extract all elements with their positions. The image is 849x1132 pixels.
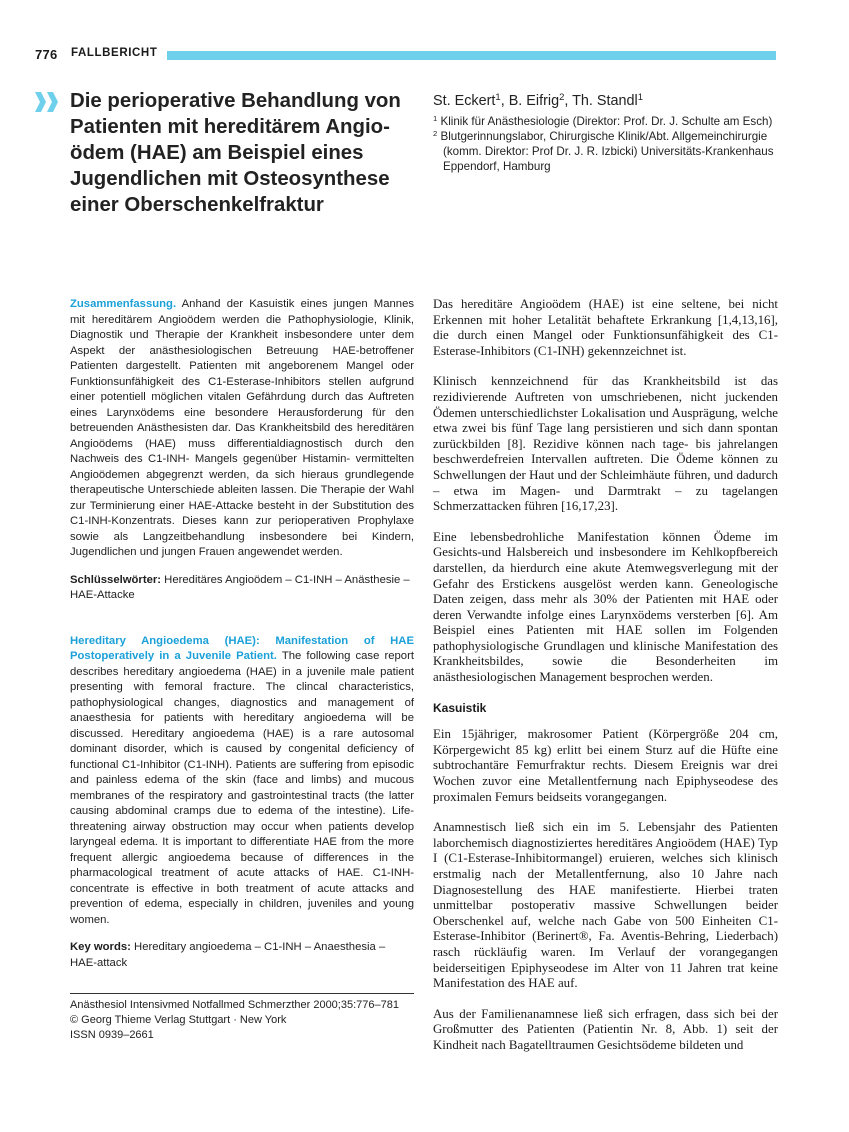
keywords-text: Hereditary angioedema – C1-INH – Anaesthesia – HAE-attack [70, 941, 386, 969]
body-paragraph: Ein 15jähriger, makrosomer Patient (Körpergröße 204 cm, Körpergewicht 85 kg) erlitt bei einem Sturz auf die Hüfte eine subtrochantäre Femurfraktur rechts. Diesem Ereignis war drei Wochen zuvor eine Metallentfernung nach Epiphyseodese des proximalen Femurs beidseits vorangegangen. [433, 727, 778, 804]
affiliation [433, 129, 783, 174]
author-affiliation-mark: 2 [559, 91, 565, 103]
publisher-line: © Georg Thieme Verlag Stuttgart · New York [70, 1014, 287, 1026]
affiliation-text: Blutgerinnungslabor, Chirurgische Klinik/Abt. Allgemeinchirurgie (komm. Direktor: Prof Dr. J. R. Izbicki) Universitäts-Krankenhaus Eppendorf, Hamburg [437, 130, 774, 173]
affiliation-number: 1 [433, 113, 438, 123]
author-name: B. Eifrig [508, 93, 560, 109]
issn-line: ISSN 0939–2661 [70, 1029, 154, 1041]
citation-footer [70, 998, 414, 1043]
body-paragraph: Das hereditäre Angioödem (HAE) ist eine seltene, bei nicht Erkennen mit hoher Letalität behaftete Erkrankung [1,4,13,16], die durch einen Mangel oder Funktionsunfähigkeit des C1-Esterase-Inhibitors (C1-INH) gekennzeichnet ist. [433, 297, 778, 358]
author-name: St. Eckert [433, 93, 496, 109]
body-paragraph: Klinisch kennzeichnend für das Krankheitsbild ist das rezidivierende Auftreten von umschriebenen, nicht juckenden Ödemen unterschiedlichster Lokalisation und Ausprägung, welche etwa zwei bis fünf Tage lang persistieren und sich dann spontan zurückbilden [8]. Rezidive können nach tage- bis jahrelangen beschwerdefreien Intervallen auftreten. Die Ödeme können zu Schwellungen der Haut und der Schleimhäute führen, und dadurch – etwa im Magen- und Darmtrakt – zu tagelangen Schmerzattacken führen [16,17,23]. [433, 374, 778, 514]
keywords-english [70, 940, 414, 971]
body-paragraph: Anamnestisch ließ sich ein im 5. Lebensjahr des Patienten laborchemisch diagnostiziertes hereditäres Angioödem (HAE) Typ I (C1-Esterase-Inhibitormangel) eruieren, welches sich klinisch erstmalig nach der Metallentfernung, also 10 Jahre nach Diagnosestellung des HAE manifestierte. Hierbei traten unmittelbar postoperativ massive Schwellungen beider Oberschenkel auf, welche nach Gabe von 500 Einheiten C1-Esterase-Inhibitor (Berinert®, Fa. Aventis-Behring, Liederbach) rasch rückläufig waren. Im Verlauf der vorangegangen beiderseitigen Epiphyseodese im Alter von 11 Jahren trat keine Manifestation des HAE auf. [433, 820, 778, 991]
page-number: 776 [35, 47, 58, 62]
body-paragraph: Eine lebensbedrohliche Manifestation können Ödeme im Gesichts-und Halsbereich und insbesondere im Kehlkopfbereich darstellen, da hierdurch eine akute Atemwegsverlegung mit der Gefahr des Erstickens ausgelöst werden kann. Geneologische Daten zeigen, dass mehr als 30% der Patienten mit HAE oder deren Verwandte infolge eines Larynxödems versterben [6]. Am Beispiel eines Patienten mit HAE sollen im Folgenden pathophysiologische Grundlagen und klinische Manifestation des Krankheitsbildes, sowie die Besonderheiten im anästhesiologischen Management besprochen werden. [433, 529, 778, 685]
keywords-text: Hereditäres Angioödem – C1-INH – Anästhesie – HAE-Attacke [70, 573, 410, 601]
author-affiliation-mark: 1 [637, 91, 644, 103]
abstract-heading: Zusammenfassung. [70, 298, 177, 310]
keywords-german [70, 573, 414, 604]
footer-divider [70, 993, 414, 994]
keywords-label: Schlüsselwörter: [70, 573, 162, 586]
abstract-text: The following case report describes hereditary angioedema (HAE) in a juvenile male patient presenting with femoral fracture. The clincal characteristics, pathophysiological changes, diagnostics and management of anaesthesia for patients with hereditary angioedema will be discussed. Hereditary angioedema (HAE) is a rare autosomal dominant disorder, which is caused by congenital deficiency of functional C1-Inhibitor (C1-INH). Patients are suffering from episodic and painless edema of the skin (face and limbs) and mucous membranes of the respiratory and gastrointestinal tracts (the latter causing abdominal cramps due to edema of the intestine). Life-threatening airway obstruction may occur when patients develop laryngeal edema. It is important to differentiate HAE from the more frequent allergic angioedema because of differences in the pharmacological treatment of acute attacks of HAE. C1-INH-concentrate is effective in both treatment of acute attacks and prevention of edema, especially in children, juveniles and young women. [70, 650, 414, 926]
author-name: Th. Standl [572, 93, 638, 109]
header-accent-bar [167, 51, 776, 60]
affiliation [433, 114, 783, 129]
abstract-german [70, 297, 414, 561]
body-paragraph: Aus der Familienanamnese ließ sich erfragen, dass sich bei der Großmutter des Patienten (Patientin Nr. 8, Abb. 1) seit der Kindheit nach Bagatelltraumen Gesichtsödeme bildeten und [433, 1006, 778, 1052]
author-list: St. Eckert$^1$, B. Eifrig$^2$, Th. Standl$^1$ [433, 91, 644, 109]
double-chevron-icon [35, 92, 61, 112]
abstract-english [70, 634, 414, 929]
author-affiliation-mark: 1 [495, 91, 501, 103]
authors-block [433, 92, 783, 174]
affiliation-number: 2 [433, 128, 438, 138]
article-title: Die perioperative Behandlung von Patienten mit hereditärem Angioödem (HAE) am Beispiel eines Jugendlichen mit Osteosynthese einer Oberschenkelfraktur [70, 90, 401, 216]
section-heading: Kasuistik [433, 700, 487, 715]
journal-citation: Anästhesiol Intensivmed Notfallmed Schmerzther 2000;35:776–781 [70, 999, 399, 1011]
abstract-text: Anhand der Kasuistik eines jungen Mannes mit hereditärem Angioödem werden die Pathophysiologie, Klinik, Diagnostik und Therapie der Krankheit insbesondere unter dem Aspekt der anästhesiologischen Betreuung HAE-betroffener Patienten dargestellt. Patienten mit angeborenem Mangel oder Funktionsunfähigkeit des C1-Esterase-Inhibitors stellen aufgrund einer potentiell möglichen vitalen Gefährdung durch das Auftreten eines Larynxödems eine besondere Herausforderung für den betreuenden Anästhesisten dar. Das Krankheitsbild des hereditären Angioödems (HAE) muss differentialdiagnostisch durch den Nachweis des C1-INH- Mangels gegenüber Histamin- vermittelten Angioödemen abgegrenzt werden, da sich hieraus grundlegende therapeutische Unterschiede ableiten lassen. Die Therapie der Wahl zur Terminierung einer HAE-Attacke besteht in der Substitution des C1-INH-Konzentrats. Dieses kann zur perioperativen Prophylaxe sowie als Langzeitbehandlung insbesondere bei Kindern, Jugendlichen und jungen Frauen angewendet werden. [70, 298, 414, 558]
abstract-column [70, 297, 414, 971]
affiliation-text: Klinik für Anästhesiologie (Direktor: Prof. Dr. J. Schulte am Esch) [437, 115, 773, 128]
section-label: FALLBERICHT [71, 47, 158, 59]
body-column [433, 297, 778, 1069]
keywords-label: Key words: [70, 941, 131, 953]
running-header [35, 47, 776, 63]
abstract-heading: Hereditary Angioedema (HAE): Manifestation of HAE Postoperatively in a Juvenile Patient. [70, 634, 414, 662]
